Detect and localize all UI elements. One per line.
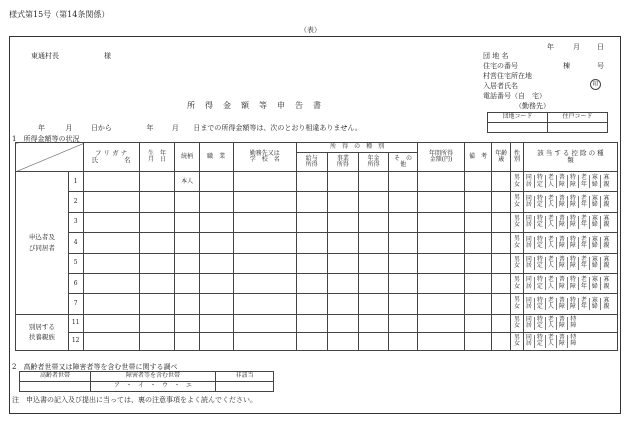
deduction-option[interactable]: 特 定 [535,175,546,188]
statement: 日までの所得金額等は、次のとおり相違ありません。 [193,124,362,132]
occupation-field[interactable] [199,314,233,332]
sonota-field[interactable] [388,332,418,350]
deduction-option[interactable]: 老 人 [546,196,557,209]
jigyo-field[interactable] [327,314,359,332]
kyuyo-field[interactable] [296,172,327,192]
deduction-option[interactable]: 老 人 [546,175,557,188]
header-occupation: 職 業 [199,143,233,172]
deduction-option[interactable]: 老 人 [546,216,557,229]
table-row [16,253,618,273]
deduction-option[interactable]: 寡 親 [603,194,610,209]
remarks-field[interactable] [464,294,491,314]
annual-field[interactable] [418,332,464,350]
header-age: 年齢 歳 [492,143,511,172]
age-field[interactable] [492,233,511,253]
remarks-field[interactable] [464,233,491,253]
row-number: 2 [68,192,83,212]
code-table [487,112,608,133]
name-field[interactable] [83,253,139,273]
birth-field[interactable] [139,172,175,192]
nenkin-field[interactable] [359,294,389,314]
header-annual: 年間所得 金額(円) [418,143,464,172]
table-row [16,172,618,192]
label-go: 号 [597,62,604,70]
date-month: 月 [573,43,580,51]
jigyo-field[interactable] [327,253,359,273]
occupation-field[interactable] [199,273,233,293]
sex-options[interactable]: 男 女 [511,314,524,332]
from-year: 年 [38,124,45,132]
deduction-option[interactable]: 寡 親 [603,276,610,290]
deduction-option[interactable]: 同 居 [524,335,535,348]
seal-icon: 印 [590,79,601,90]
row-number: 12 [68,332,83,350]
table-row [16,192,618,212]
name-field[interactable] [83,273,139,293]
remarks-field[interactable] [464,212,491,232]
deduction-options[interactable] [523,294,617,314]
relation-field[interactable] [175,294,199,314]
deduction-option[interactable]: 寡 婦 [590,257,601,270]
deduction-option[interactable]: 特 障 [568,216,579,229]
relation-field[interactable] [175,332,199,350]
deduction-option[interactable]: 特 定 [535,216,546,229]
addressee: 東通村長 [31,52,59,60]
sonota-field[interactable] [388,314,418,332]
deduction-option[interactable]: 普 障 [557,317,568,330]
deduction-options[interactable] [523,212,617,232]
row-number: 11 [68,314,83,332]
deduction-option[interactable]: 普 障 [557,175,568,188]
deduction-option[interactable]: 特 障 [568,175,579,188]
label-danchi: 団 地 名 [483,52,509,60]
from-day: 日から [90,124,112,132]
birth-field[interactable] [139,332,175,350]
deduction-option[interactable]: 老 年 [579,196,590,209]
table-row [16,273,618,293]
birth-field[interactable] [139,273,175,293]
name-field[interactable] [83,233,139,253]
age-field[interactable] [492,314,511,332]
sonota-field[interactable] [388,212,418,232]
section1-heading: 1 所得金額等の状況 [12,135,80,143]
deduction-option[interactable]: 特 定 [535,335,546,348]
section2-heading: 2 高齢者世帯又は障害者等を含む世帯に関する調べ [12,363,178,371]
honorific: 様 [104,52,111,60]
kyuyo-field[interactable] [296,192,327,212]
nenkin-field[interactable] [359,212,389,232]
occupation-field[interactable] [199,212,233,232]
deduction-option[interactable]: 老 人 [546,257,557,270]
deduction-option[interactable]: 寡 婦 [590,196,601,209]
sonota-field[interactable] [388,172,418,192]
table-row [16,332,618,350]
birth-field[interactable] [139,314,175,332]
danchi-code-field[interactable] [488,123,548,133]
deduction-option[interactable]: 特 障 [568,298,579,311]
table-row [16,314,618,332]
deduction-options[interactable] [523,253,617,273]
deduction-option[interactable]: 寡 親 [603,255,610,270]
birth-field[interactable] [139,192,175,212]
deduction-option[interactable]: 寡 婦 [590,175,601,188]
group-cohabit: 申込者及 び同居者 [16,172,69,315]
deduction-option[interactable]: 特 定 [535,317,546,330]
deduction-option[interactable]: 特 定 [535,237,546,250]
sonota-field[interactable] [388,233,418,253]
field-none[interactable] [216,382,274,392]
deduction-option[interactable]: 同 居 [524,298,535,311]
annual-field[interactable] [418,314,464,332]
occupation-field[interactable] [199,233,233,253]
deduction-option[interactable]: 普 障 [557,298,568,311]
jigyo-field[interactable] [327,294,359,314]
deduction-option[interactable]: 老 人 [546,298,557,311]
jigyo-field[interactable] [327,273,359,293]
sonota-field[interactable] [388,253,418,273]
header-jigyo: 事業 所得 [327,153,359,172]
table-row [16,233,618,253]
name-field[interactable] [83,212,139,232]
deduction-option[interactable]: 老 年 [579,216,590,229]
kyuyo-field[interactable] [296,212,327,232]
remarks-field[interactable] [464,332,491,350]
deduction-option[interactable]: 寡 婦 [590,298,601,311]
deduction-option[interactable]: 普 障 [557,196,568,209]
period-line [38,123,362,133]
deduction-option[interactable]: 老 年 [579,175,590,188]
sonota-field[interactable] [388,273,418,293]
nenkin-field[interactable] [359,273,389,293]
deduction-option[interactable]: 老 人 [546,317,557,330]
deduction-option[interactable]: 普 障 [557,277,568,290]
label-to: 棟 [563,62,570,70]
jigyo-field[interactable] [327,332,359,350]
deduction-option[interactable]: 普 障 [557,237,568,250]
field-elderly[interactable] [20,382,91,392]
sex-options[interactable]: 男 女 [511,212,524,232]
row-number: 1 [68,172,83,192]
deduction-options[interactable] [523,314,617,332]
field-disabled-options[interactable]: ア ・ イ ・ ウ ・ エ [91,382,216,392]
age-field[interactable] [492,273,511,293]
household-table [19,371,274,392]
employer-field[interactable] [233,172,296,192]
age-field[interactable] [492,172,511,192]
nenkin-field[interactable] [359,192,389,212]
deduction-option[interactable]: 老 年 [579,257,590,270]
to-year: 年 [146,124,154,132]
date-year: 年 [547,43,554,51]
deduction-option[interactable]: 特 障 [568,237,579,250]
kyuyo-field[interactable] [296,314,327,332]
relation-field[interactable] [175,273,199,293]
remarks-field[interactable] [464,273,491,293]
sex-options[interactable]: 男 女 [511,233,524,253]
remarks-field[interactable] [464,314,491,332]
deduction-option[interactable]: 特 障 [570,333,577,348]
deduction-option[interactable]: 寡 婦 [590,216,601,229]
col-elderly: 高齢者世帯 [20,372,91,382]
remarks-field[interactable] [464,253,491,273]
jutaku-code-field[interactable] [548,123,608,133]
sonota-field[interactable] [388,294,418,314]
income-table [15,142,630,351]
kyuyo-field[interactable] [296,273,327,293]
occupation-field[interactable] [199,192,233,212]
annual-field[interactable] [418,294,464,314]
occupation-field[interactable] [199,253,233,273]
name-field[interactable] [83,172,139,192]
group-separate: 別居する 扶養親族 [16,314,69,350]
age-field[interactable] [492,294,511,314]
deduction-option[interactable]: 老 年 [579,277,590,290]
employer-field[interactable] [233,192,296,212]
employer-field[interactable] [233,273,296,293]
deduction-option[interactable]: 同 居 [524,277,535,290]
deduction-option[interactable]: 寡 親 [603,215,610,229]
header-remarks: 備 考 [464,143,491,172]
annual-field[interactable] [418,273,464,293]
birth-field[interactable] [139,253,175,273]
deduction-options[interactable] [523,172,617,192]
sex-options[interactable]: 男 女 [511,273,524,293]
deduction-option[interactable]: 普 障 [557,257,568,270]
birth-field[interactable] [139,212,175,232]
sonota-field[interactable] [388,192,418,212]
occupation-field[interactable] [199,172,233,192]
header-name [83,143,139,172]
employer-field[interactable] [233,233,296,253]
col-disabled: 障害者等を含む世帯 [91,372,216,382]
table-row [16,212,618,232]
deduction-options[interactable] [523,273,617,293]
age-field[interactable] [492,192,511,212]
deduction-option[interactable]: 寡 親 [603,296,610,311]
occupation-field[interactable] [199,294,233,314]
footnote: 注 申込書の記入及び提出に当っては、裏の注意事項をよく読んでください。 [12,396,257,404]
relation-field[interactable] [175,233,199,253]
name-field[interactable] [83,332,139,350]
row-number: 3 [68,212,83,232]
deduction-option[interactable]: 老 年 [579,237,590,250]
nenkin-field[interactable] [359,314,389,332]
danchi-code-label: 団地コード [488,113,548,123]
jigyo-field[interactable] [327,212,359,232]
nenkin-field[interactable] [359,172,389,192]
header-shimei: 氏 名 [91,156,131,164]
deduction-option[interactable]: 特 定 [535,298,546,311]
birth-field[interactable] [139,233,175,253]
name-field[interactable] [83,314,139,332]
deduction-option[interactable]: 寡 親 [603,235,610,249]
deduction-option[interactable]: 特 定 [535,257,546,270]
label-address: 村営住宅所在地 [483,72,532,80]
label-phone-home: 電話番号（自 宅） [483,92,546,100]
birth-field[interactable] [139,294,175,314]
kyuyo-field[interactable] [296,233,327,253]
deduction-option[interactable]: 老 年 [579,298,590,311]
header-deduction: 該 当 す る 控 除 の 種 類 [523,143,617,172]
header-income-type: 所 得 の 種 別 [296,143,417,153]
deduction-option[interactable]: 同 居 [524,196,535,209]
deduction-option[interactable]: 特 障 [568,257,579,270]
deduction-option[interactable]: 寡 婦 [590,237,601,250]
deduction-option[interactable]: 特 障 [568,277,579,290]
relation-field[interactable] [175,212,199,232]
nenkin-field[interactable] [359,253,389,273]
label-jutaku-no: 住宅の番号 [483,62,518,70]
deduction-option[interactable]: 特 定 [535,277,546,290]
header-relation: 続柄 [175,143,199,172]
deduction-option[interactable]: 同 居 [524,175,535,188]
date-day: 日 [597,43,604,51]
header-nenkin: 年金 所得 [359,153,389,172]
name-field[interactable] [83,294,139,314]
deduction-option[interactable]: 特 障 [568,196,579,209]
kyuyo-field[interactable] [296,253,327,273]
annual-field[interactable] [418,172,464,192]
deduction-options[interactable] [523,233,617,253]
row-number: 5 [68,253,83,273]
deduction-option[interactable]: 寡 親 [603,174,610,188]
kyuyo-field[interactable] [296,332,327,350]
header-sex: 性 別 [511,143,524,172]
deduction-option[interactable]: 老 人 [546,237,557,250]
annual-field[interactable] [418,233,464,253]
deduction-option[interactable]: 同 居 [524,317,535,330]
label-name: 入居者氏名 [483,82,518,90]
relation-field[interactable] [175,314,199,332]
employer-field[interactable] [233,294,296,314]
deduction-options[interactable] [523,332,617,350]
sex-options[interactable]: 男 女 [511,192,524,212]
deduction-option[interactable]: 普 障 [557,335,568,348]
deduction-option[interactable]: 普 障 [557,216,568,229]
occupation-field[interactable] [199,332,233,350]
header-blank [16,143,84,172]
annual-field[interactable] [418,192,464,212]
from-month: 月 [65,124,73,132]
sex-options[interactable]: 男 女 [511,332,524,350]
annual-field[interactable] [418,212,464,232]
form-id: 様式第15号（第14条関係） [9,10,110,19]
relation-field[interactable] [175,192,199,212]
jigyo-field[interactable] [327,233,359,253]
nenkin-field[interactable] [359,332,389,350]
header-furigana: フ リ ガ ナ [94,149,128,158]
table-row [16,294,618,314]
jutaku-code-label: 住戸コード [548,113,608,123]
sex-options[interactable]: 男 女 [511,253,524,273]
income-rows [16,172,618,351]
side-label: （表） [300,26,321,34]
deduction-option[interactable]: 同 居 [524,257,535,270]
row-number: 4 [68,233,83,253]
name-field[interactable] [83,192,139,212]
employer-field[interactable] [233,253,296,273]
deduction-options[interactable] [523,192,617,212]
jigyo-field[interactable] [327,192,359,212]
employer-field[interactable] [233,212,296,232]
col-none: 非該当 [216,372,274,382]
relation-field[interactable]: 本人 [175,172,199,192]
header-sonota: そ の 他 [388,153,418,172]
jigyo-field[interactable] [327,172,359,192]
deduction-option[interactable]: 同 居 [524,216,535,229]
label-phone-work: （勤務先） [515,102,550,110]
deduction-option[interactable]: 老 人 [546,335,557,348]
age-field[interactable] [492,212,511,232]
kyuyo-field[interactable] [296,294,327,314]
deduction-option[interactable]: 同 居 [524,237,535,250]
annual-field[interactable] [418,253,464,273]
deduction-option[interactable]: 老 人 [546,277,557,290]
remarks-field[interactable] [464,172,491,192]
deduction-option[interactable]: 特 障 [570,315,577,330]
row-number: 6 [68,273,83,293]
header-birth: 生 年 月 日 [139,143,175,172]
deduction-option[interactable]: 寡 婦 [590,277,601,290]
header-kyuyo: 給与 所得 [296,153,327,172]
sex-options[interactable]: 男 女 [511,172,524,192]
age-field[interactable] [492,332,511,350]
employer-field[interactable] [233,314,296,332]
employer-field[interactable] [233,332,296,350]
page-title: 所 得 金 額 等 申 告 書 [187,101,322,110]
deduction-option[interactable]: 特 定 [535,196,546,209]
to-month: 月 [171,124,179,132]
remarks-field[interactable] [464,192,491,212]
nenkin-field[interactable] [359,233,389,253]
header-employer: 勤務先又は 学 校 名 [233,143,296,172]
relation-field[interactable] [175,253,199,273]
row-number: 7 [68,294,83,314]
age-field[interactable] [492,253,511,273]
sex-options[interactable]: 男 女 [511,294,524,314]
